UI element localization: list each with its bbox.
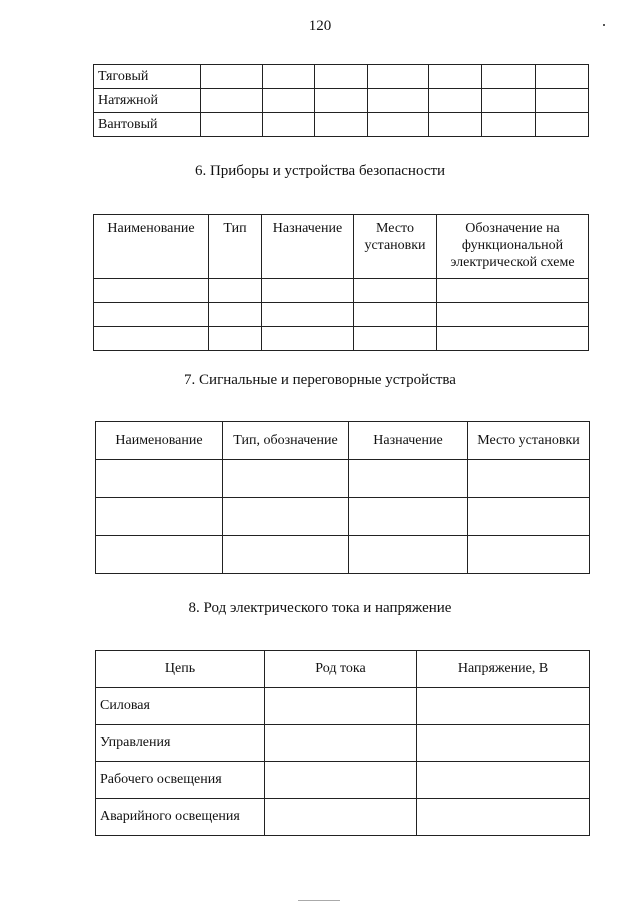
table-row [96,762,590,799]
table-row [96,536,590,574]
row-label: Управления [96,725,265,762]
table-row [96,799,590,836]
scan-speck [603,24,605,26]
table-row [94,89,589,113]
row-label: Силовая [96,688,265,725]
page-number: 120 [308,18,332,34]
current-voltage-table [95,650,590,836]
row-label: Тяговый [94,65,201,89]
header-row [94,215,589,279]
scan-speck [298,900,340,901]
table-row [96,498,590,536]
col-header-designation: Обозначение на функциональной электрической схеме [437,215,589,279]
table-row [94,279,589,303]
header-row [96,422,590,460]
row-label: Рабочего освещения [96,762,265,799]
section-8-heading: 8. Род электрического тока и напряжение [188,600,452,616]
table-row [96,725,590,762]
header-row [96,651,590,688]
col-header-name: Наименование [96,422,223,460]
col-header-purpose: Назначение [349,422,468,460]
table-row [94,303,589,327]
col-header-type: Тип, обозначение [223,422,349,460]
table-row [94,113,589,137]
col-header-circuit: Цепь [96,651,265,688]
col-header-name: Наименование [94,215,209,279]
section-6-heading: 6. Приборы и устройства безопасности [194,163,446,179]
table-row [96,460,590,498]
safety-devices-table [93,214,589,351]
table-row [94,327,589,351]
row-label: Натяжной [94,89,201,113]
col-header-location: Место установки [468,422,590,460]
table-row [96,688,590,725]
row-label: Аварийного освещения [96,799,265,836]
rope-type-table [93,64,589,137]
table-row [94,65,589,89]
col-header-type: Тип [209,215,262,279]
signal-devices-table [95,421,590,574]
col-header-current-type: Род тока [265,651,417,688]
section-7-heading: 7. Сигнальные и переговорные устройства [184,372,456,388]
row-label: Вантовый [94,113,201,137]
col-header-purpose: Назначение [262,215,354,279]
col-header-location: Место установки [354,215,437,279]
col-header-voltage: Напряжение, В [417,651,590,688]
